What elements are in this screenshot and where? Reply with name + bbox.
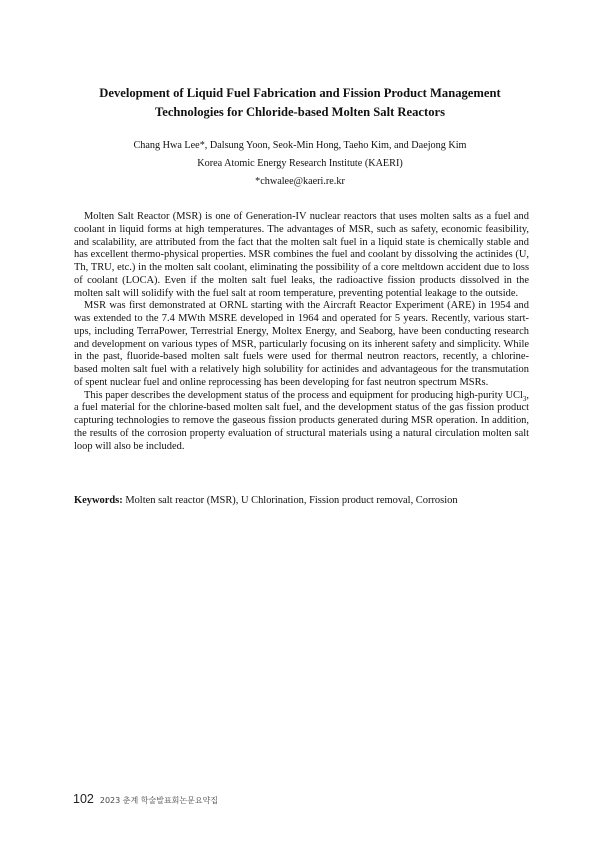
abstract-paragraph-2: MSR was first demonstrated at ORNL starting with the Aircraft Reactor Experiment (ARE) in 1954 and was extended to the 7.4 MWth MSRE developed in 1964 and operated for 5 years. Recently, various start-ups, including TerraPower, Terrestrial Energy, Moltex Energy, and Seaborg, have been conducting research and development on various types of MSR, particularly focusing on its inherent safety and simplicity. While in the past, fluoride-based molten salt fuels were used for thermal neutron reactors, recently, a chlorine-based molten salt fuel with a relatively high solubility for actinides and advantageous for the transmutation of spent nuclear fuel and online reprocessing has been developing for fast neutron spectrum MSRs. [74, 300, 529, 388]
conference-name: 2023 춘계 학술발표회논문요약집 [99, 796, 219, 805]
paragraph-3-rest: , a fuel material for the chlorine-based molten salt fuel, and the development status of the gas fission product capturing technologies to remove the gaseous fission products generated during MSR operation. In addition, the results of the corrosion property evaluation of structural materials using a natural circulation molten salt loop will also be included. [74, 389, 529, 452]
page-number: 102 [73, 792, 94, 806]
author-list: Chang Hwa Lee*, Dalsung Yoon, Seok-Min Hong, Taeho Kim, and Daejong Kim [133, 140, 467, 151]
paragraph-3-start: This paper describes the development status of the process and equipment for producing high-purity UCl [84, 389, 523, 401]
corresponding-email: *chwalee@kaeri.re.kr [255, 176, 345, 187]
abstract-paragraph-1: Molten Salt Reactor (MSR) is one of Generation-IV nuclear reactors that uses molten salts as a fuel and coolant in liquid forms at high temperatures. The advantages of MSR, such as safety, economic feasibility, and scalability, are attributed from the fact that the molten salt fuel in a liquid state is chemically stable and has excellent thermo-physical properties. MSR combines the fuel and coolant by dissolving the actinides (U, Th, TRU, etc.) in the molten salt coolant, eliminating the possibility of a core meltdown accident due to loss of coolant (LOCA). Even if the molten salt fuel leaks, the radioactive fission products dissolved in the molten salt will solidify with the fuel salt at room temperature, preventing potential leakage to the outside. [74, 211, 529, 299]
keywords-text: Molten salt reactor (MSR), U Chlorination, Fission product removal, Corrosion [122, 495, 458, 506]
chemical-subscript: 3 [522, 394, 527, 403]
title-line-1: Development of Liquid Fuel Fabrication and Fission Product Management [99, 86, 501, 100]
abstract-paragraph-3 [74, 390, 529, 454]
affiliation: Korea Atomic Energy Research Institute (KAERI) [197, 158, 403, 169]
title-line-2: Technologies for Chloride-based Molten Salt Reactors [155, 105, 445, 119]
paper-title [70, 84, 530, 122]
keywords-label: Keywords: [74, 495, 123, 506]
page-footer [73, 792, 218, 810]
keywords-line [74, 494, 529, 507]
abstract-body [74, 211, 529, 453]
